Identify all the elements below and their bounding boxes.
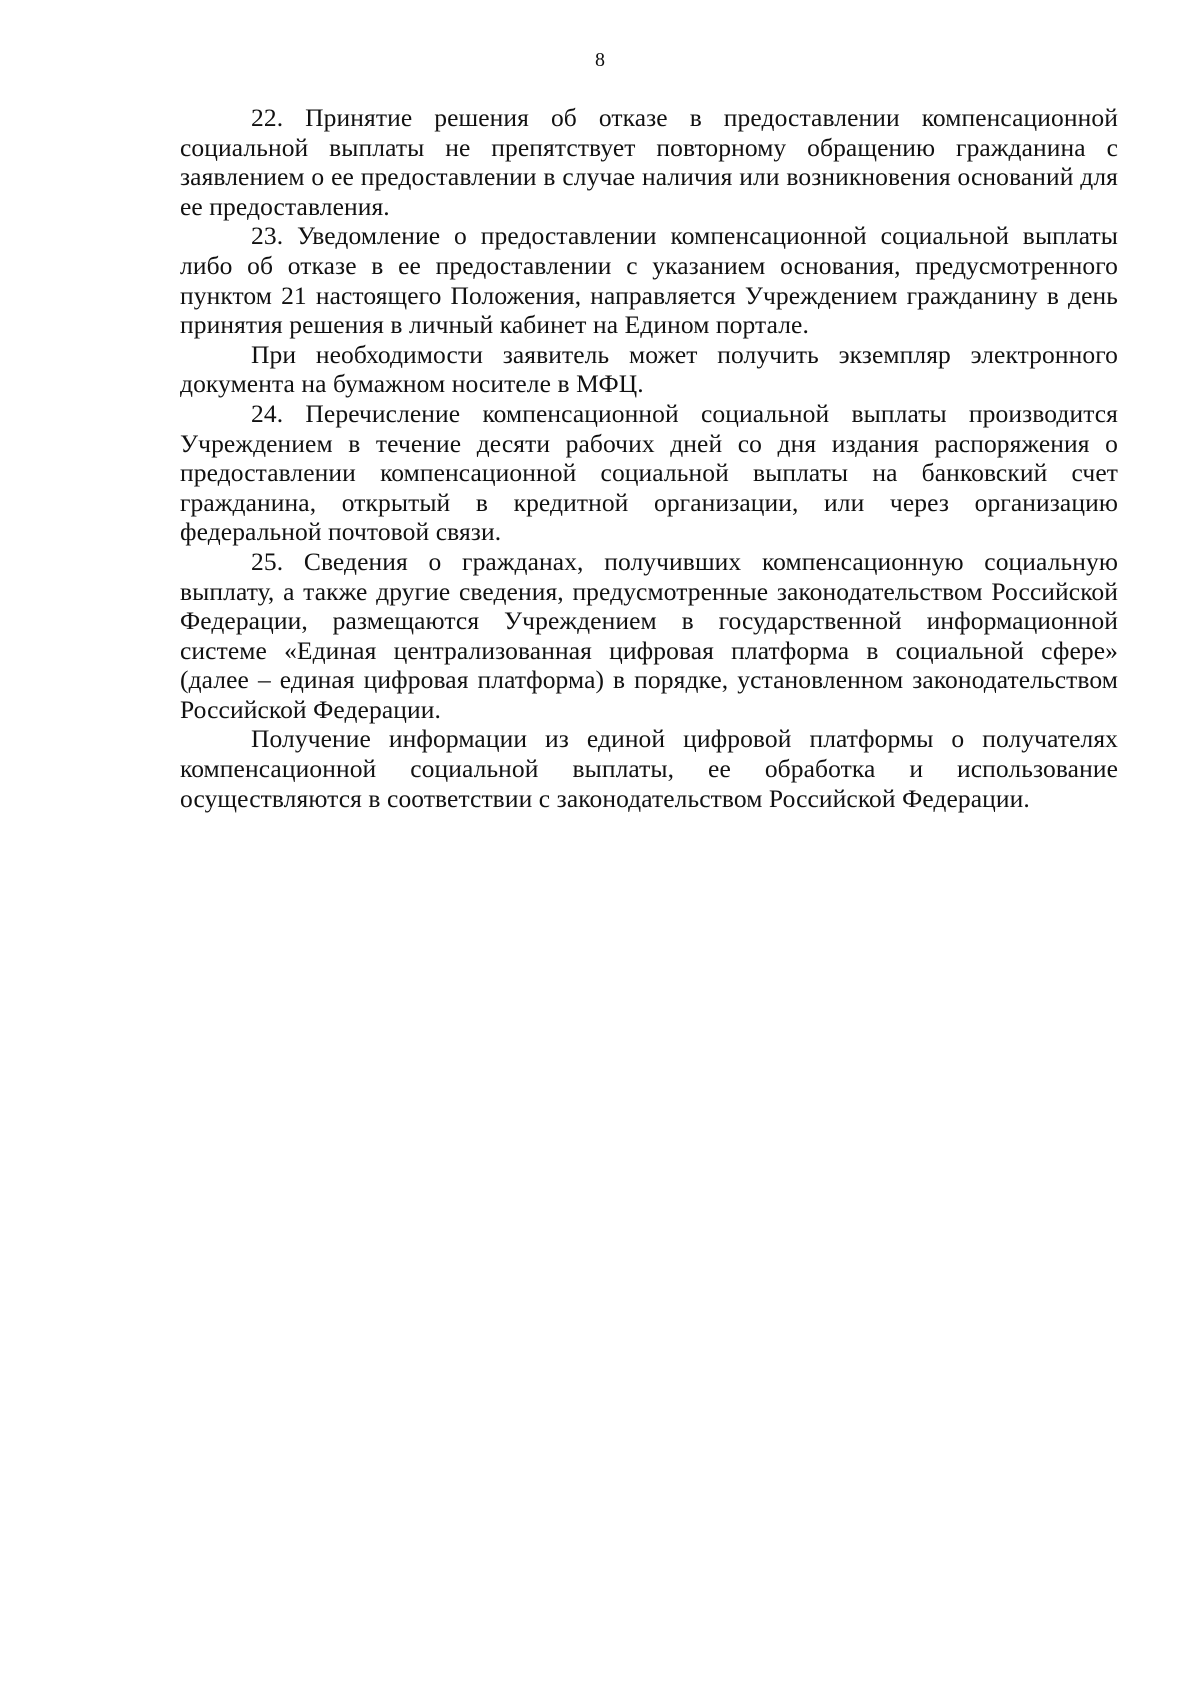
paragraph-25: 25. Сведения о гражданах, получивших компенсационную социальную выплату, а также другие сведения, предусмотренные законодательством Российской Федерации, размещаются Учреждением в государственной информационной системе «Единая централизованная цифровая платформа в социальной сфере» (далее – единая цифровая платформа) в порядке, установленном законодательством Российской Федерации. xyxy=(180,546,1118,724)
paragraph-25-note: Получение информации из единой цифровой платформы о получателях компенсационной социальной выплаты, ее обработка и использование осуществляются в соответствии с законодательством Российской Федерации. xyxy=(180,724,1118,813)
paragraph-23-note: При необходимости заявитель может получить экземпляр электронного документа на бумажном носителе в МФЦ. xyxy=(180,339,1118,399)
document-body xyxy=(180,103,1118,813)
paragraph-24: 24. Перечисление компенсационной социальной выплаты производится Учреждением в течение десяти рабочих дней со дня издания распоряжения о предоставлении компенсационной социальной выплаты на банковский счет гражданина, открытый в кредитной организации, или через организацию федеральной почтовой связи. xyxy=(180,398,1118,547)
paragraph-23: 23. Уведомление о предоставлении компенсационной социальной выплаты либо об отказе в ее предоставлении с указанием основания, предусмотренного пунктом 21 настоящего Положения, направляется Учреждением гражданину в день принятия решения в личный кабинет на Едином портале. xyxy=(180,221,1118,340)
page-number: 8 xyxy=(595,49,605,71)
paragraph-22: 22. Принятие решения об отказе в предоставлении компенсационной социальной выплаты не препятствует повторному обращению гражданина с заявлением о ее предоставлении в случае наличия или возникновения оснований для ее предоставления. xyxy=(180,103,1118,221)
